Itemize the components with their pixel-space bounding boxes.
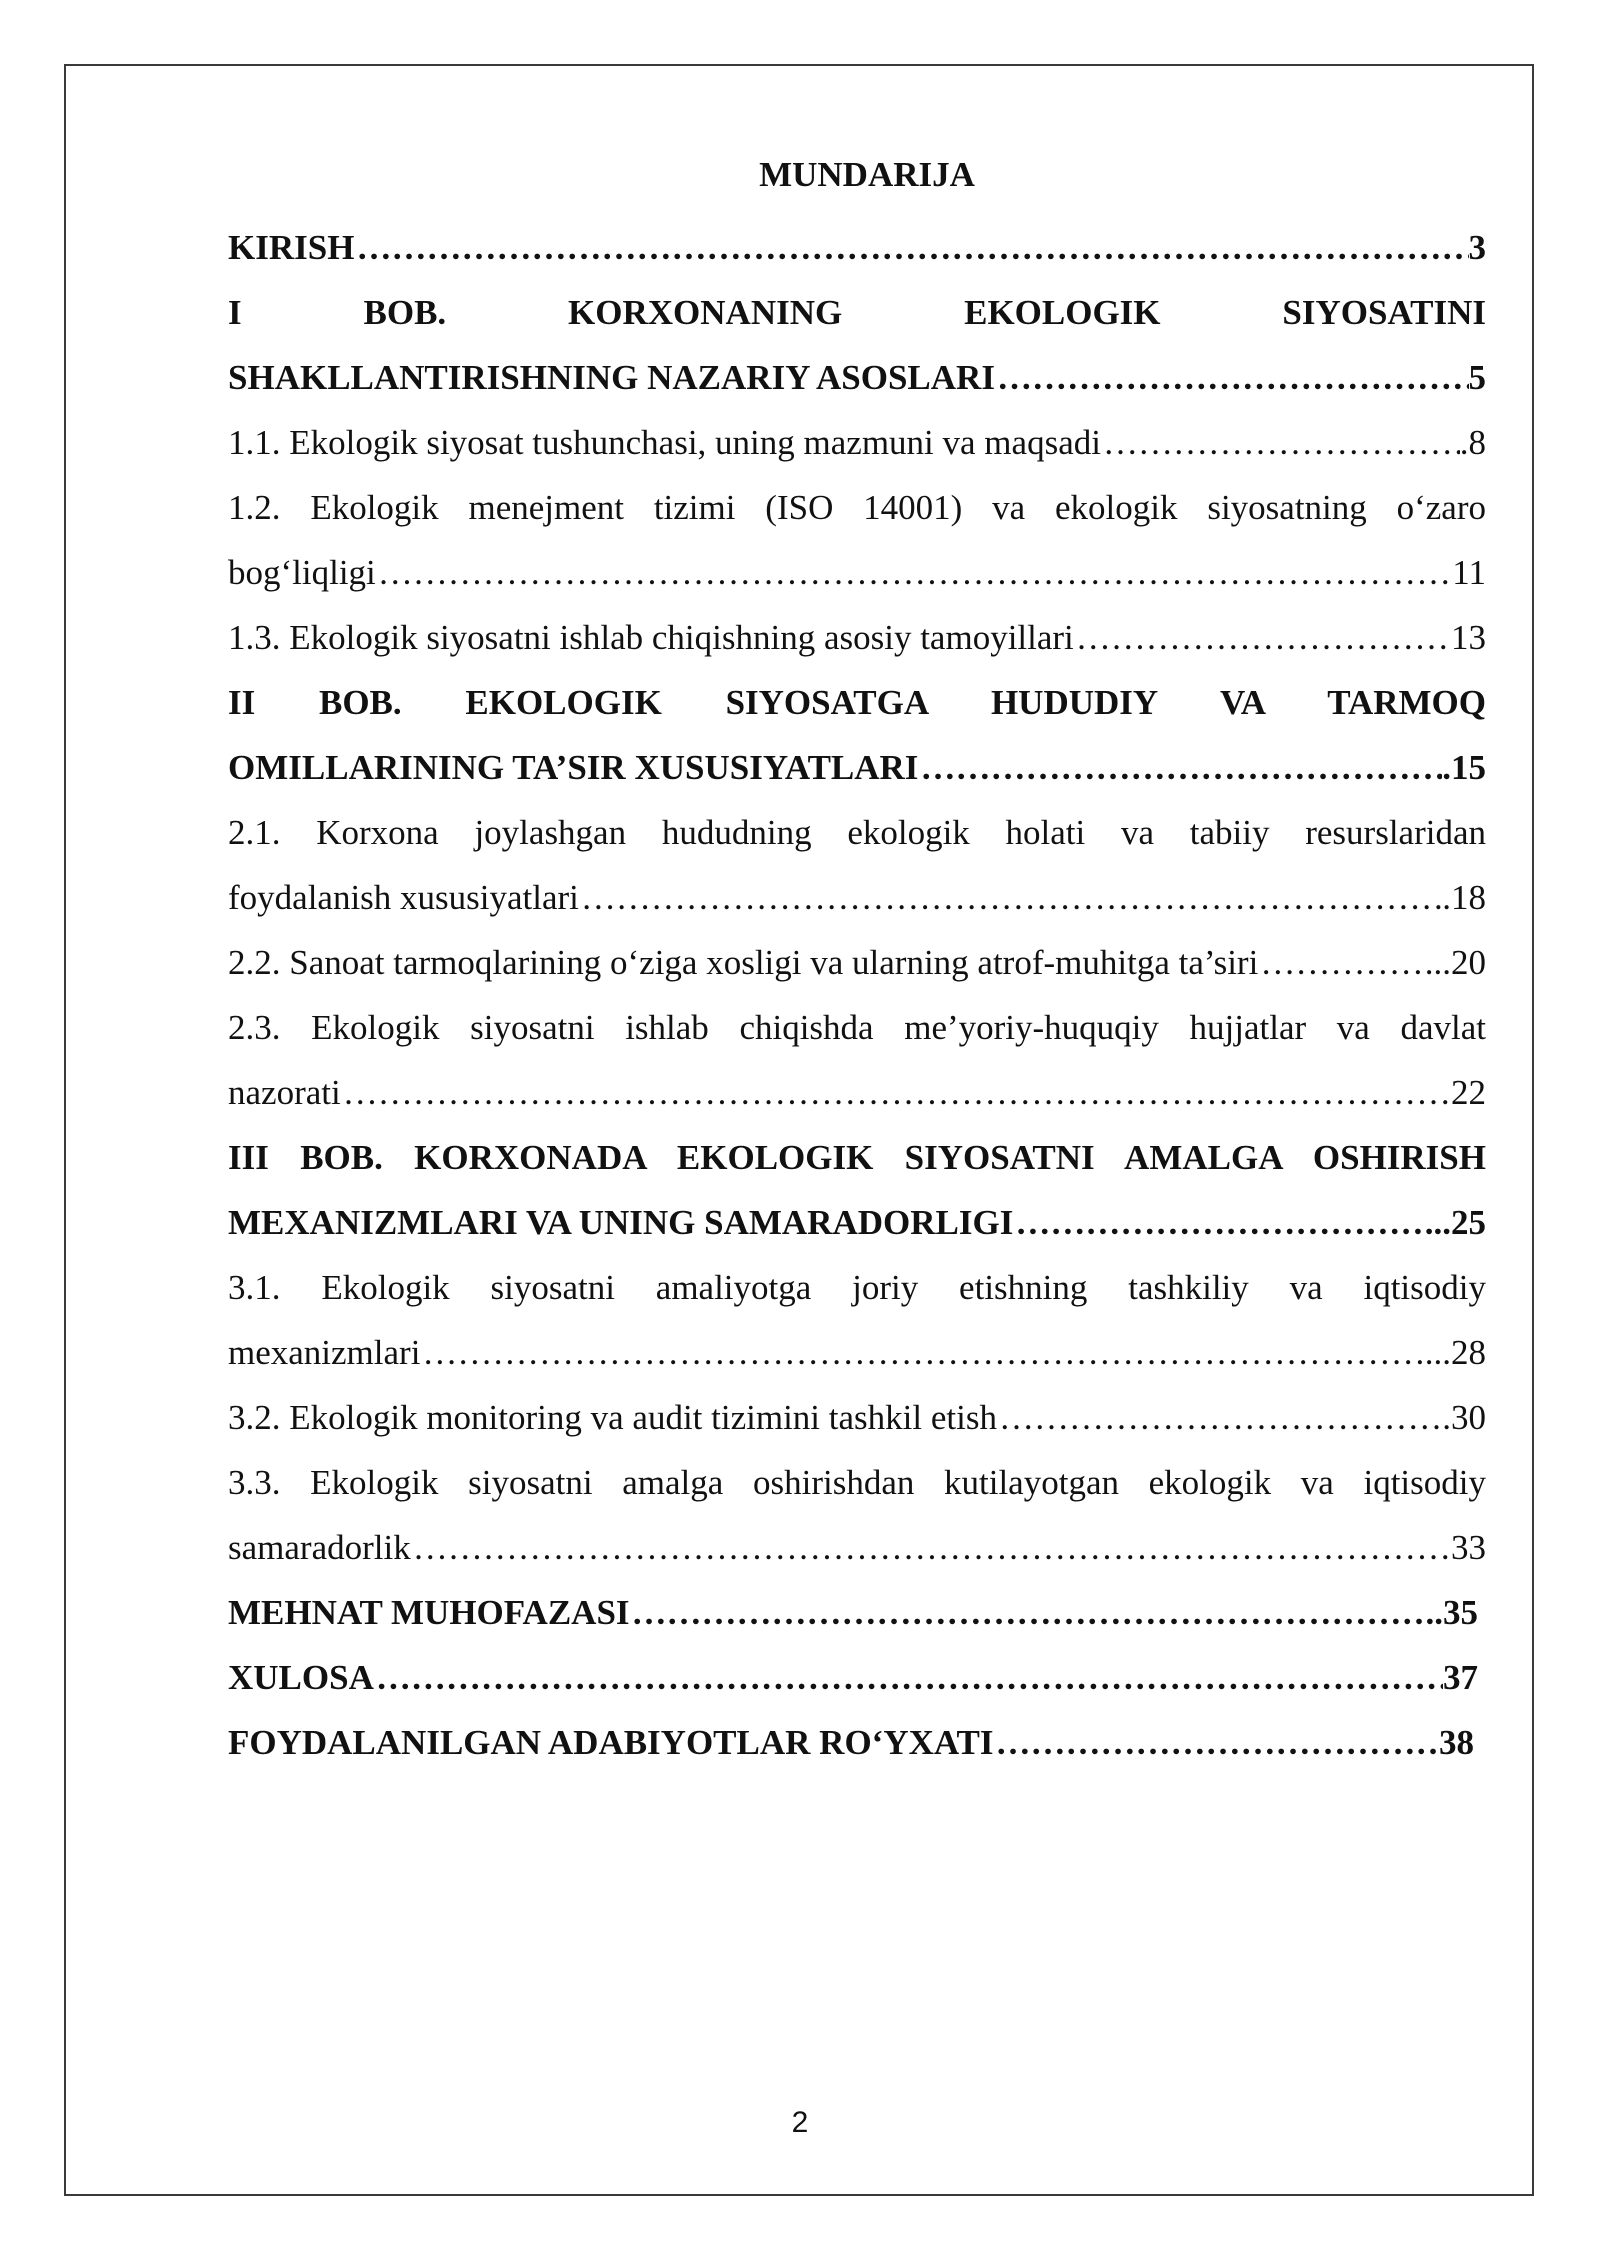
- toc-leader-dots: [995, 345, 1469, 410]
- toc-entry-section-2-3-line-1[interactable]: 2.3. Ekologik siyosatni ishlab chiqishda me’yoriy-huquqiy hujjatlar va davlat: [228, 1008, 1486, 1047]
- toc-entry-text: SHAKLLANTIRISHNING NAZARIY ASOSLARI: [228, 358, 995, 397]
- toc-leader-dots: [1074, 605, 1451, 670]
- toc-entry-text: 3.2. Ekologik monitoring va audit tizimini tashkil etish: [228, 1398, 997, 1437]
- toc-page-number: .8: [1459, 423, 1486, 462]
- toc-leader-dots: [579, 865, 1442, 930]
- toc-entry-section-1-2-line-1[interactable]: 1.2. Ekologik menejment tizimi (ISO 14001) va ekologik siyosatning o‘zaro: [228, 488, 1486, 527]
- toc-page-number: 13: [1451, 618, 1486, 657]
- toc-entry-text: mexanizmlari: [228, 1333, 421, 1372]
- toc-entry-chapter-1-line-1[interactable]: I BOB. KORXONANING EKOLOGIK SIYOSATINI: [228, 293, 1486, 332]
- toc-page-number: 11: [1452, 553, 1486, 592]
- toc-page-number: 38: [1439, 1723, 1474, 1762]
- toc-page-number: ...25: [1424, 1203, 1486, 1242]
- toc-entry-text: 1.3. Ekologik siyosatni ishlab chiqishning asosiy tamoyillari: [228, 618, 1074, 657]
- toc-entry-chapter-1-line-2[interactable]: [228, 345, 1486, 410]
- toc-leader-dots: [918, 735, 1442, 800]
- toc-entry-section-1-3[interactable]: [228, 605, 1486, 670]
- toc-entry-chapter-3-line-1[interactable]: III BOB. KORXONADA EKOLOGIK SIYOSATNI AMALGA OSHIRISH: [228, 1138, 1486, 1177]
- toc-entry-section-1-1[interactable]: [228, 410, 1486, 475]
- toc-leader-dots: [374, 1645, 1443, 1710]
- toc-entry-text: nazorati: [228, 1073, 341, 1112]
- toc-entry-text: MEXANIZMLARI VA UNING SAMARADORLIGI: [228, 1203, 1014, 1242]
- toc-entry-text: foydalanish xususiyatlari: [228, 878, 579, 917]
- toc-page-number: 33: [1451, 1528, 1486, 1567]
- toc-page-number: 22: [1451, 1073, 1486, 1112]
- toc-entry-section-3-1-line-2[interactable]: [228, 1320, 1486, 1385]
- toc-entry-text: 2.2. Sanoat tarmoqlarining o‘ziga xosligi va ularning atrof-muhitga ta’siri: [228, 943, 1259, 982]
- toc-entry-section-3-3-line-2[interactable]: [228, 1515, 1486, 1580]
- toc-page-number: ...20: [1424, 943, 1486, 982]
- toc-page-number: 3: [1468, 228, 1486, 267]
- toc-leader-dots: [354, 215, 1468, 280]
- toc-entry-text: bog‘liqligi: [228, 553, 376, 592]
- toc-entry-text: samaradorlik: [228, 1528, 411, 1567]
- toc-entry-text: OMILLARINING TA’SIR XUSUSIYATLARI: [228, 748, 919, 787]
- toc-entry-text: MEHNAT MUHOFAZASI: [228, 1593, 630, 1632]
- toc-entry-section-2-1-line-1[interactable]: 2.1. Korxona joylashgan hududning ekologik holati va tabiiy resurslaridan: [228, 813, 1486, 852]
- toc-leader-dots: [630, 1580, 1426, 1645]
- toc-leader-dots: [997, 1385, 1442, 1450]
- page-number: 2: [791, 2106, 809, 2139]
- toc-page-number: 37: [1443, 1658, 1478, 1697]
- toc-entry-xulosa[interactable]: [228, 1645, 1478, 1710]
- toc-entry-section-3-1-line-1[interactable]: 3.1. Ekologik siyosatni amaliyotga joriy etishning tashkiliy va iqtisodiy: [228, 1268, 1486, 1307]
- toc-leader-dots: [1101, 410, 1460, 475]
- toc-leader-dots: [341, 1060, 1451, 1125]
- toc-page-number: .18: [1442, 878, 1486, 917]
- toc-leader-dots: [411, 1515, 1451, 1580]
- toc-leader-dots: [994, 1710, 1439, 1775]
- toc-entry-section-1-2-line-2[interactable]: [228, 540, 1486, 605]
- toc-entry-adabiyotlar[interactable]: [228, 1710, 1474, 1775]
- toc-entry-section-2-1-line-2[interactable]: [228, 865, 1486, 930]
- toc-entry-mehnat-muhofazasi[interactable]: [228, 1580, 1478, 1645]
- document-body: [228, 150, 1486, 1775]
- toc-entry-chapter-3-line-2[interactable]: [228, 1190, 1486, 1255]
- toc-page-number: .15: [1442, 748, 1486, 787]
- toc-entry-chapter-2-line-1[interactable]: II BOB. EKOLOGIK SIYOSATGA HUDUDIY VA TARMOQ: [228, 683, 1486, 722]
- toc-leader-dots: [1258, 930, 1424, 995]
- toc-entry-text: XULOSA: [228, 1658, 374, 1697]
- toc-entry-section-2-3-line-2[interactable]: [228, 1060, 1486, 1125]
- toc-entry-text: FOYDALANILGAN ADABIYOTLAR RO‘YXATI: [228, 1723, 994, 1762]
- toc-leader-dots: [420, 1320, 1424, 1385]
- toc-entry-text: 1.1. Ekologik siyosat tushunchasi, uning mazmuni va maqsadi: [228, 423, 1101, 462]
- toc-entry-text: KIRISH: [228, 228, 355, 267]
- toc-entry-section-3-2[interactable]: [228, 1385, 1486, 1450]
- toc-page-number: ..35: [1425, 1593, 1478, 1632]
- toc-title: MUNDARIJA: [759, 155, 975, 194]
- toc-leader-dots: [376, 540, 1453, 605]
- toc-page-number: 5: [1468, 358, 1486, 397]
- toc-leader-dots: [1013, 1190, 1424, 1255]
- toc-page-number: .30: [1442, 1398, 1486, 1437]
- toc-entry-kirish[interactable]: [228, 215, 1486, 280]
- toc-entry-section-3-3-line-1[interactable]: 3.3. Ekologik siyosatni amalga oshirishdan kutilayotgan ekologik va iqtisodiy: [228, 1463, 1486, 1502]
- toc-entry-section-2-2[interactable]: [228, 930, 1486, 995]
- toc-page-number: ...28: [1424, 1333, 1486, 1372]
- toc-entry-chapter-2-line-2[interactable]: [228, 735, 1486, 800]
